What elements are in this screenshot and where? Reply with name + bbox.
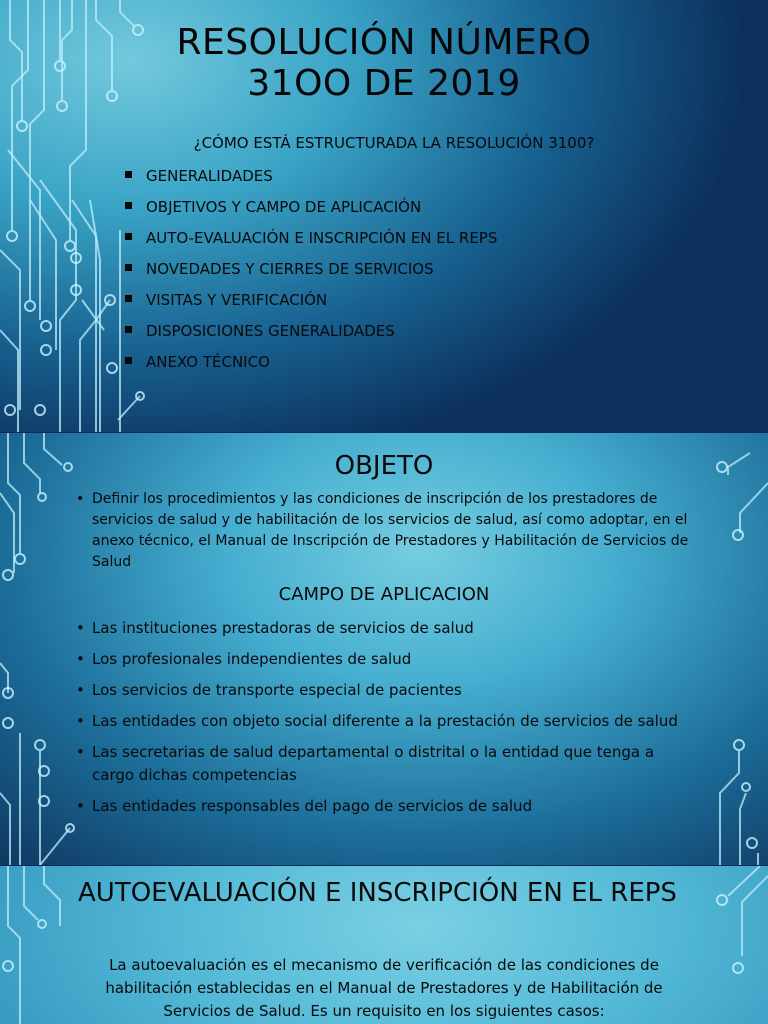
slide-3-paragraph: La autoevaluación es el mecanismo de verificación de las condiciones de habilitación establecidas en el Manual de Prestadores y de Habilitación de Servicios de Salud. Es un requisito en los siguientes casos: bbox=[105, 956, 663, 1020]
slide-3-title: AUTOEVALUACIÓN E INSCRIPCIÓN EN EL REPS bbox=[78, 878, 677, 908]
list-item: • Las entidades con objeto social diferente a la prestación de servicios de salud bbox=[76, 710, 692, 733]
list-item: VISITAS Y VERIFICACIÓN bbox=[125, 289, 497, 320]
list-item: ANEXO TÉCNICO bbox=[125, 351, 497, 382]
campo-list bbox=[76, 617, 692, 826]
slide-1 bbox=[0, 0, 768, 432]
list-item: DISPOSICIONES GENERALIDADES bbox=[125, 320, 497, 351]
list-item: • Las instituciones prestadoras de servicios de salud bbox=[76, 617, 692, 640]
list-item: • Los servicios de transporte especial de pacientes bbox=[76, 679, 692, 702]
slide-1-subtitle: ¿CÓMO ESTÁ ESTRUCTURADA LA RESOLUCIÓN 3100? bbox=[193, 134, 595, 152]
list-item: AUTO-EVALUACIÓN E INSCRIPCIÓN EN EL REPS bbox=[125, 227, 497, 258]
slide-1-title bbox=[0, 22, 768, 104]
objeto-list bbox=[76, 489, 692, 573]
slide-2 bbox=[0, 433, 768, 865]
list-item: • Las secretarias de salud departamental o distrital o la entidad que tenga a cargo dichas competencias bbox=[76, 741, 692, 787]
title-line-1: RESOLUCIÓN NÚMERO bbox=[176, 22, 592, 63]
list-item: GENERALIDADES bbox=[125, 165, 497, 196]
objeto-title: OBJETO bbox=[334, 451, 434, 481]
list-item: • Las entidades responsables del pago de servicios de salud bbox=[76, 795, 692, 818]
title-line-2: 31OO DE 2019 bbox=[247, 63, 521, 104]
list-item: • Los profesionales independientes de salud bbox=[76, 648, 692, 671]
campo-subtitle: CAMPO DE APLICACION bbox=[278, 584, 490, 605]
list-item: OBJETIVOS Y CAMPO DE APLICACIÓN bbox=[125, 196, 497, 227]
structure-list bbox=[125, 165, 497, 382]
list-item: NOVEDADES Y CIERRES DE SERVICIOS bbox=[125, 258, 497, 289]
list-item: • Definir los procedimientos y las condiciones de inscripción de los prestadores de servicios de salud y de habilitación de los servicios de salud, así como adoptar, en el anexo técnico, el Manual de Inscripción de Prestadores y Habilitación de Servicios de Salud bbox=[76, 489, 692, 573]
slide-3 bbox=[0, 866, 768, 1024]
